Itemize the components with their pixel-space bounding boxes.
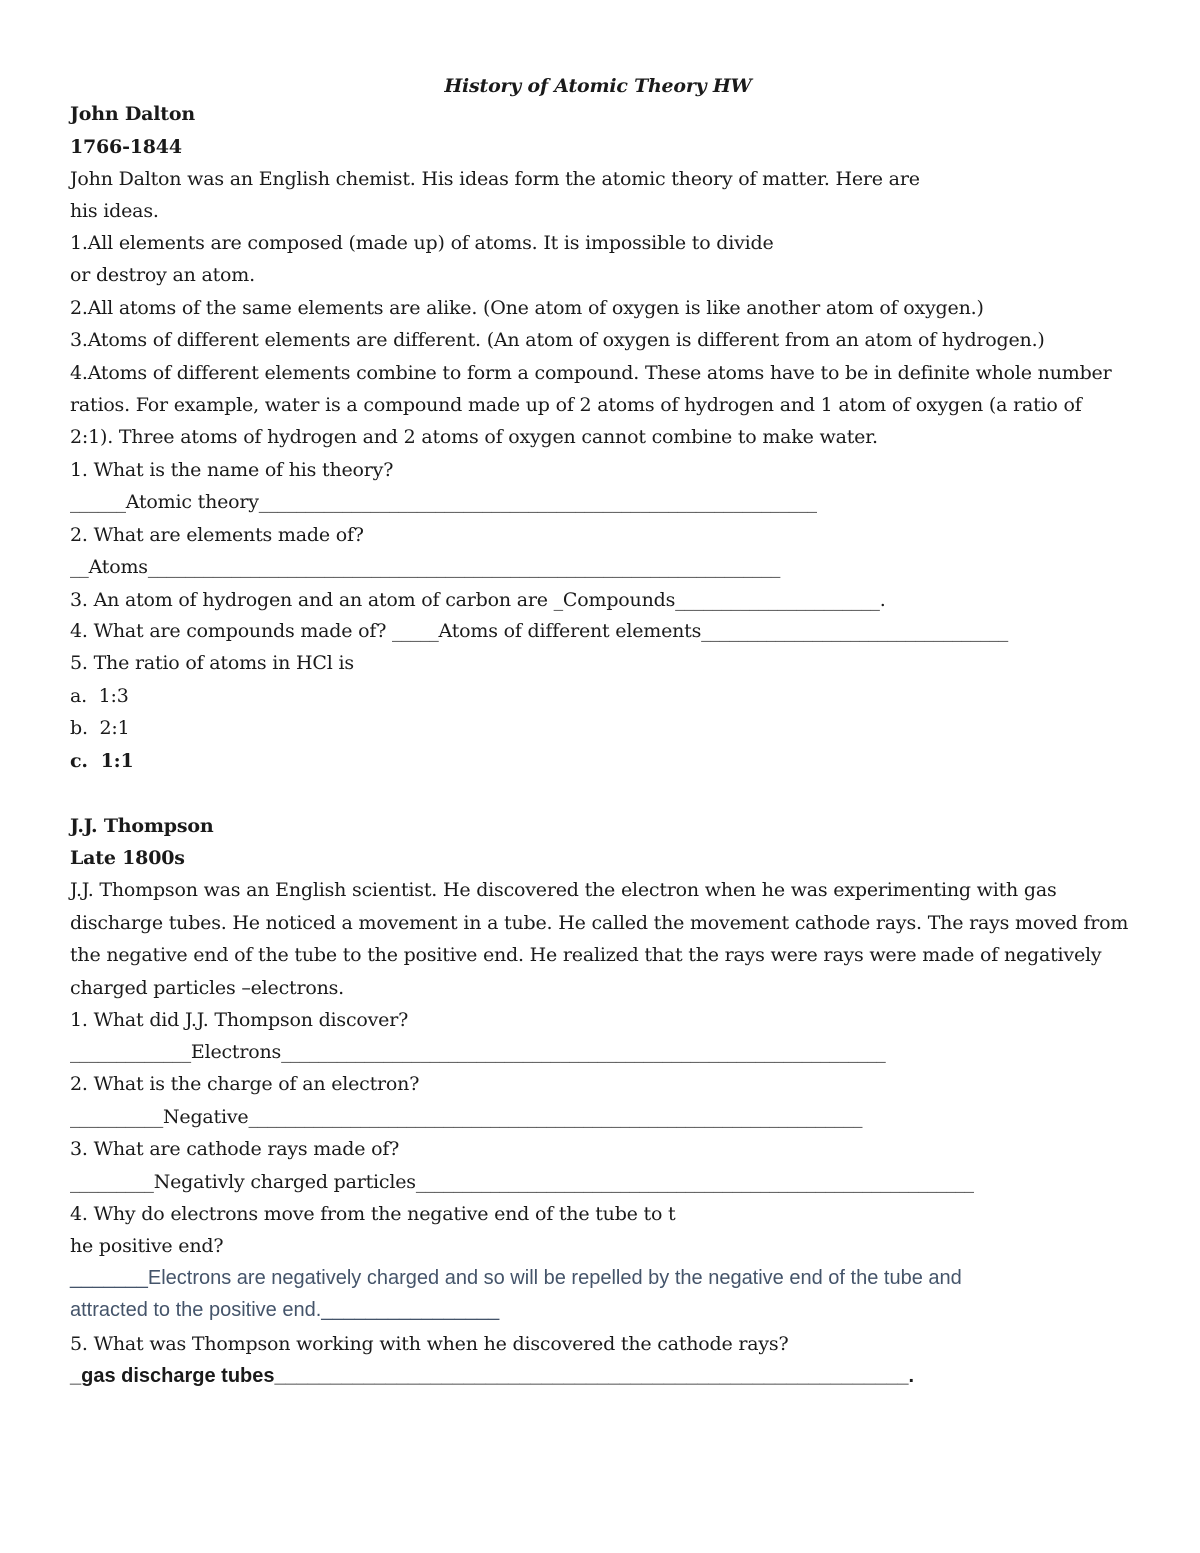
thompson-intro-line: the negative end of the tube to the positive end. He realized that the rays were rays were made of negatively xyxy=(70,944,1102,966)
dalton-idea-line: 2.All atoms of the same elements are alike. (One atom of oxygen is like another atom of oxygen.) xyxy=(70,297,984,319)
thompson-heading: J.J. Thompson xyxy=(70,815,214,837)
dalton-answer: __Atoms____________________________________________________________________ xyxy=(70,556,781,578)
dalton-idea-line: 2:1). Three atoms of hydrogen and 2 atoms of oxygen cannot combine to make water. xyxy=(70,426,878,448)
dalton-option-selected: c. 1:1 xyxy=(70,750,134,772)
thompson-question: 4. Why do electrons move from the negative end of the tube to t xyxy=(70,1203,676,1225)
thompson-answer-bold: _gas discharge tubes_________________________________________________________. xyxy=(70,1365,915,1387)
page-title: History of Atomic Theory HW xyxy=(444,75,752,97)
thompson-question: 5. What was Thompson working with when he discovered the cathode rays? xyxy=(70,1333,789,1355)
dalton-intro-line: his ideas. xyxy=(70,200,159,222)
dalton-idea-line: 1.All elements are composed (made up) of atoms. It is impossible to divide xyxy=(70,232,774,254)
dalton-intro-line: John Dalton was an English chemist. His ideas form the atomic theory of matter. Here are xyxy=(70,168,920,190)
dalton-question: 2. What are elements made of? xyxy=(70,524,364,546)
dalton-question: 3. An atom of hydrogen and an atom of carbon are _Compounds______________________. xyxy=(70,589,886,611)
thompson-answer-typed: _______Electrons are negatively charged and so will be repelled by the negative end of the tube and xyxy=(70,1267,962,1289)
thompson-intro-line: J.J. Thompson was an English scientist. He discovered the electron when he was experimenting with gas xyxy=(70,879,1057,901)
thompson-question: 3. What are cathode rays made of? xyxy=(70,1138,400,1160)
thompson-question: he positive end? xyxy=(70,1235,224,1257)
thompson-answer: _________Negativly charged particles____________________________________________________________ xyxy=(70,1171,974,1193)
dalton-question: 1. What is the name of his theory? xyxy=(70,459,394,481)
thompson-intro-line: discharge tubes. He noticed a movement in a tube. He called the movement cathode rays. The rays moved from xyxy=(70,912,1129,934)
dalton-answer: ______Atomic theory____________________________________________________________ xyxy=(70,491,817,513)
thompson-answer: _____________Electrons_________________________________________________________________ xyxy=(70,1041,886,1063)
dalton-option: b. 2:1 xyxy=(70,717,130,739)
dalton-idea-line: 3.Atoms of different elements are different. (An atom of oxygen is different from an atom of hydrogen.) xyxy=(70,329,1045,351)
dalton-idea-line: ratios. For example, water is a compound made up of 2 atoms of hydrogen and 1 atom of oxygen (a ratio of xyxy=(70,394,1082,416)
dalton-idea-line: or destroy an atom. xyxy=(70,264,255,286)
thompson-period: Late 1800s xyxy=(70,847,185,869)
dalton-heading: John Dalton xyxy=(70,103,195,125)
thompson-question: 1. What did J.J. Thompson discover? xyxy=(70,1009,409,1031)
thompson-answer: __________Negative__________________________________________________________________ xyxy=(70,1106,863,1128)
thompson-answer-typed: attracted to the positive end.________________ xyxy=(70,1299,500,1321)
dalton-option: a. 1:3 xyxy=(70,685,129,707)
thompson-intro-line: charged particles –electrons. xyxy=(70,977,345,999)
thompson-question: 2. What is the charge of an electron? xyxy=(70,1073,420,1095)
dalton-years: 1766-1844 xyxy=(70,136,182,158)
dalton-question: 5. The ratio of atoms in HCl is xyxy=(70,652,354,674)
dalton-question: 4. What are compounds made of? _____Atoms of different elements_________________________________ xyxy=(70,620,1009,642)
dalton-idea-line: 4.Atoms of different elements combine to form a compound. These atoms have to be in definite whole number xyxy=(70,362,1112,384)
